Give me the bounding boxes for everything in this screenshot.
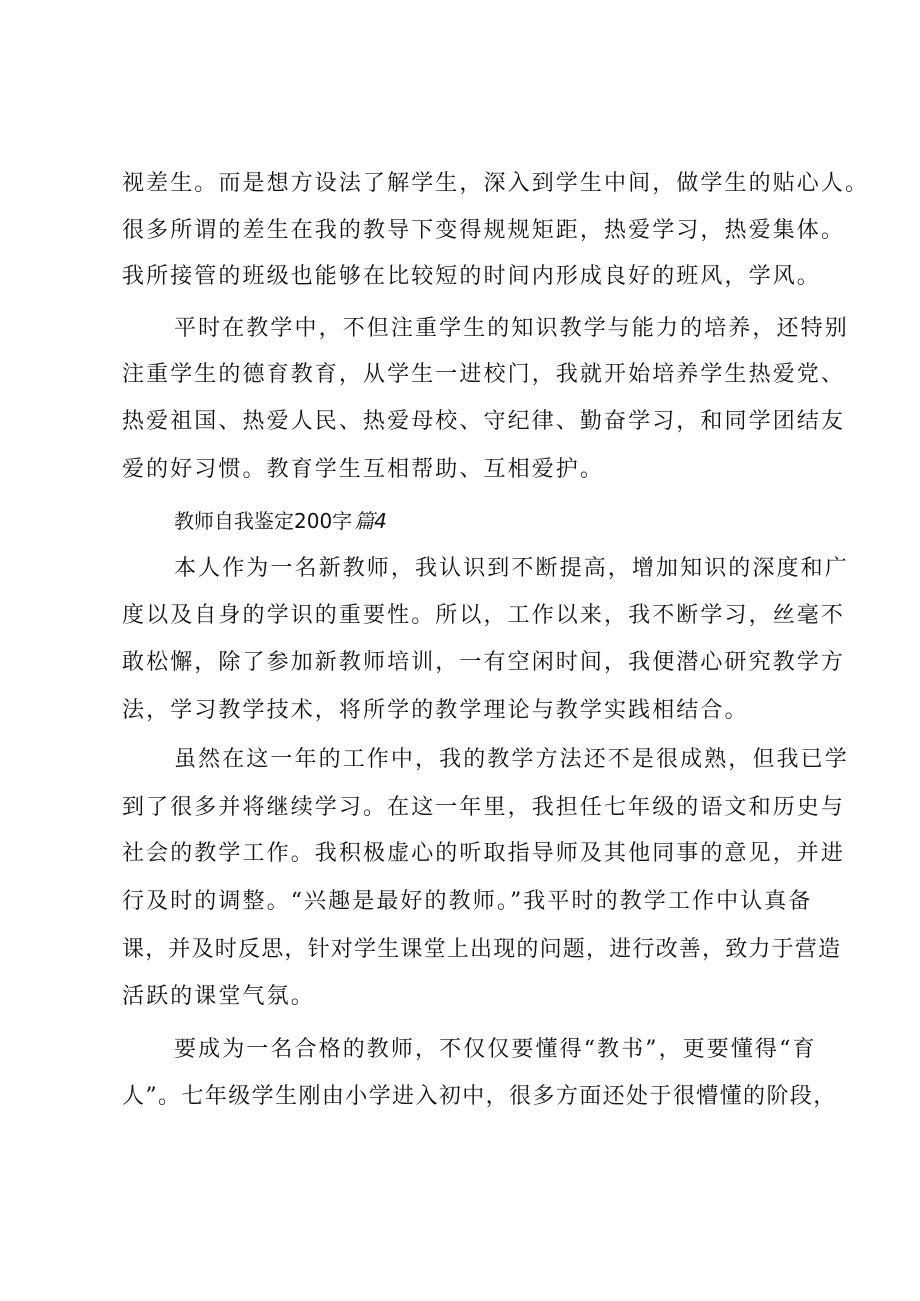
text-line [122,402,912,442]
text-line-content: 活跃的课堂气氛。 [122,984,315,1009]
text-line-content: 爱的好习惯。教育学生互相帮助、互相爱护。 [122,457,605,482]
text-line [122,977,912,1017]
section-heading [174,501,774,541]
text-line [174,740,914,780]
text-line-content: 课，并及时反思，针对学生课堂上出现的问题，进行改善，致力于营造 [122,937,842,962]
text-line-content: 到了很多并将继续学习。在这一年里，我担任七年级的语文和历史与 [122,795,846,820]
text-line [122,257,912,297]
text-line-content: 本人作为一名新教师，我认识到不断提高，增加知识的深度和广 [174,556,849,581]
text-line [122,450,912,490]
text-line-content: 度以及自身的学识的重要性。所以，工作以来，我不断学习，丝毫不 [122,603,846,628]
text-line [122,1077,912,1117]
text-line-content: 法，学习教学技术，将所学的教学理论与教学实践相结合。 [122,698,749,723]
text-line-content: 我所接管的班级也能够在比较短的时间内形成良好的班风，学风。 [122,264,821,289]
text-line [122,788,912,828]
section-heading-title: 教师自我鉴定200字 [174,509,353,533]
text-line [122,211,912,251]
text-line-content: 敢松懈，除了参加新教师培训，一有空闲时间，我便潜心研究教学方 [122,650,846,675]
text-line [122,691,912,731]
section-heading-suffix: 篇4 [354,509,387,533]
text-line-content: 人”。七年级学生刚由小学进入初中，很多方面还处于很懵懂的阶段， [122,1084,837,1109]
text-line [122,355,912,395]
text-line-content: 视差生。而是想方设法了解学生，深入到学生中间，做学生的贴心人。 [122,171,870,196]
text-line-content: 社会的教学工作。我积极虚心的听取指导师及其他同事的意见，并进 [122,841,846,866]
text-line-content: 虽然在这一年的工作中，我的教学方法还不是很成熟，但我已学 [174,747,849,772]
text-line-content: 要成为一名合格的教师，不仅仅要懂得“教书”，更要懂得“育 [174,1037,817,1062]
text-line-content: 热爱祖国、热爱人民、热爱母校、守纪律、勤奋学习，和同学团结友 [122,409,846,434]
text-line [122,834,912,874]
text-line [174,309,914,349]
text-line-content: 平时在教学中，不但注重学生的知识教学与能力的培养，还特别 [174,316,849,341]
text-line [174,1030,914,1070]
text-line [174,549,914,589]
text-line [122,164,912,204]
text-line [122,596,912,636]
text-line-content: 注重学生的德育教育，从学生一进校门，我就开始培养学生热爱党、 [122,362,846,387]
text-line [122,882,912,922]
text-line-content: 行及时的调整。“兴趣是最好的教师。”我平时的教学工作中认真备 [122,889,813,914]
text-line [122,930,912,970]
text-line-content: 很多所谓的差生在我的教导下变得规规矩距，热爱学习，热爱集体。 [122,218,846,243]
text-line [122,643,912,683]
